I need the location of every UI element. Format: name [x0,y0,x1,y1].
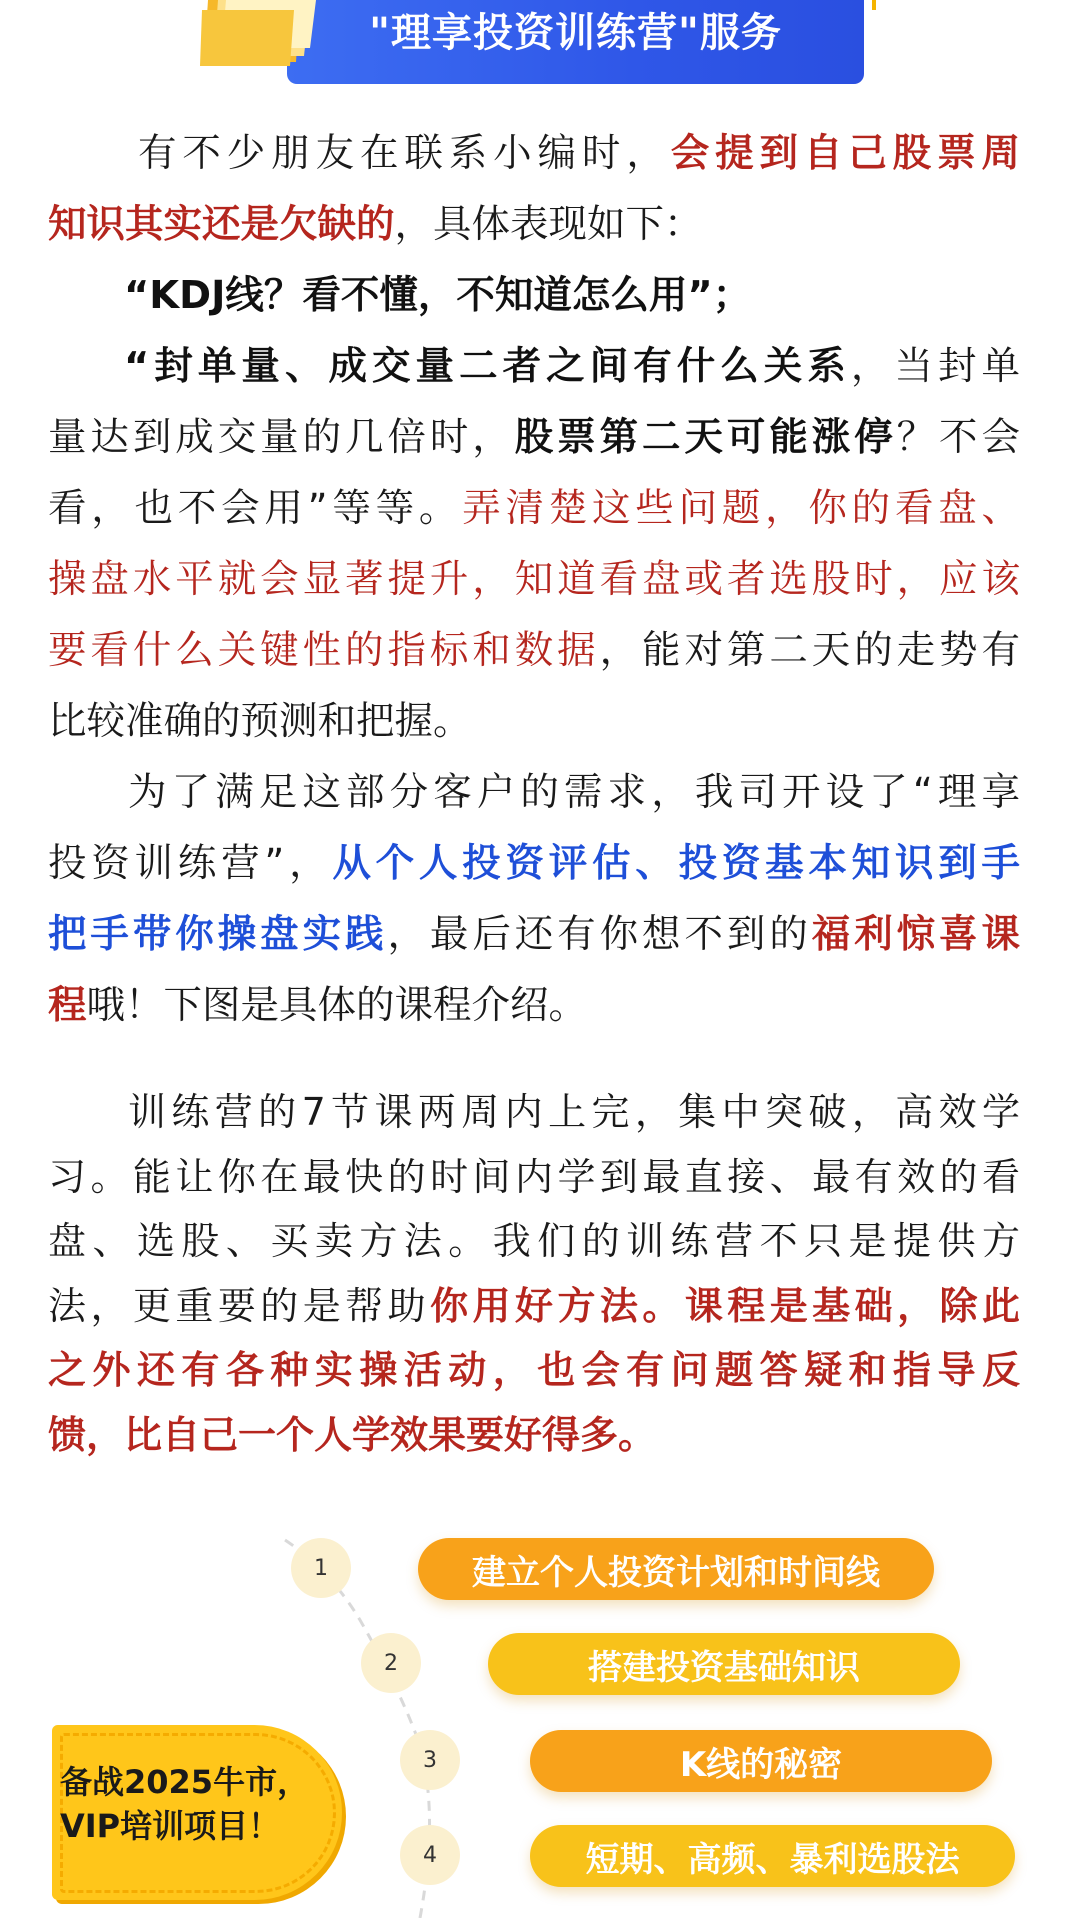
text: 比较准确的预测和把握。 [48,699,472,744]
step-pill: 建立个人投资计划和时间线 [418,1538,934,1600]
camp-line-5 [48,1338,1020,1403]
text: 习。能让你在最快的时间内学到最直接、最有效的看 [48,1154,1020,1199]
intro-line-4 [48,331,1020,402]
camp-line-3 [48,1209,1020,1274]
highlight-text: 弄清楚这些问题，你的看盘、 [462,486,1020,531]
highlight-text: 把手带你操盘实践 [48,912,388,957]
text: ，当封单 [850,344,1020,389]
highlight-text: 程 [48,983,87,1028]
intro-line-6 [48,473,1020,544]
intro-line-1 [48,118,1020,189]
step-number: 1 [291,1538,351,1598]
banner-accent [872,0,876,10]
step-number: 3 [400,1730,460,1790]
camp-paragraph [48,1080,1020,1467]
intro-line-8 [48,615,1020,686]
camp-line-4 [48,1274,1020,1339]
text: 有不少朋友在联系小编时， [138,131,671,176]
promo-line-1: 备战2025牛市， [60,1763,310,1801]
text: 训练营的7节课两周内上完，集中突破，高效学 [128,1090,1020,1134]
promo-line-2: VIP培训项目！ [60,1807,281,1845]
intro-line-3 [48,260,1020,331]
highlight-text: 之外还有各种实操活动，也会有问题答疑和指导反 [48,1348,1020,1392]
bold-text: 股票第二天可能涨停 [514,415,897,460]
highlight-text: 福利惊喜课 [811,912,1020,957]
step-number: 2 [361,1633,421,1693]
intro-line-9 [48,686,1020,757]
highlight-text: 馈，比自己一个人学效果要好得多。 [48,1412,657,1457]
intro-paragraph [48,118,1020,1041]
step-pill: 搭建投资基础知识 [488,1633,960,1695]
step-pill: 短期、高频、暴利选股法 [530,1825,1015,1887]
text: 为了满足这部分客户的需求，我司开设了“理享 [128,770,1020,815]
text: ，最后还有你想不到的 [387,912,812,957]
intro-line-7 [48,544,1020,615]
highlight-text: 知识其实还是欠缺的 [48,202,395,247]
intro-line-5 [48,402,1020,473]
text: 量达到成交量的几倍时， [48,415,515,460]
step-number: 4 [400,1825,460,1885]
highlight-text: 从个人投资评估、投资基本知识到手 [332,841,1020,886]
quote-text: “KDJ线？看不懂，不知道怎么用”； [124,273,752,318]
text: 法，更重要的是帮助 [48,1283,431,1328]
highlight-text: 操盘水平就会显著提升，知道看盘或者选股时，应该 [48,557,1020,602]
intro-line-12 [48,899,1020,970]
text: 盘、选股、买卖方法。我们的训练营不只是提供方 [48,1219,1020,1263]
camp-line-2 [48,1145,1020,1210]
text: 看，也不会用”等等。 [48,486,463,531]
highlight-text: 要看什么关键性的指标和数据 [48,628,600,673]
camp-line-6 [48,1403,1020,1468]
intro-line-13 [48,970,1020,1041]
page-title: "理享投资训练营"服务 [369,10,782,56]
intro-line-10 [48,757,1020,828]
quote-text: “封单量、成交量二者之间有什么关系 [124,344,851,389]
intro-line-11 [48,828,1020,899]
text: 哦！下图是具体的课程介绍。 [86,983,588,1028]
highlight-text: 会提到自己股票周 [670,131,1020,176]
intro-line-2 [48,189,1020,260]
text: ？不会 [896,415,1020,460]
text: ，能对第二天的走势有 [599,628,1020,673]
text: 投资训练营”， [48,841,333,886]
step-pill: K线的秘密 [530,1730,992,1792]
text: ，具体表现如下： [394,202,703,247]
camp-line-1 [48,1080,1020,1145]
promo-badge-text [60,1760,330,1848]
highlight-text: 你用好方法。课程是基础，除此 [430,1283,1020,1328]
